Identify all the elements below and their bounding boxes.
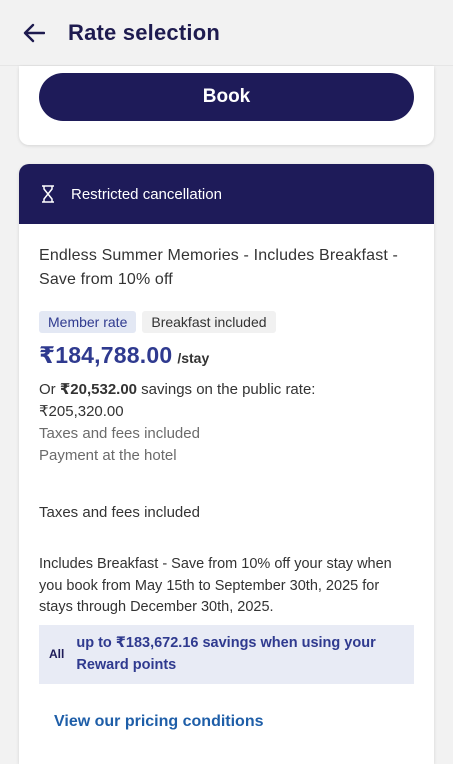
rate-body xyxy=(19,224,434,731)
price-value: ₹184,788.00 xyxy=(39,342,173,368)
offer-description: Includes Breakfast - Save from 10% off your stay when you book from May 15th to September 30th, 2025 for stays through December 30th, 2025. xyxy=(39,556,392,615)
price-unit: /stay xyxy=(177,350,210,366)
savings-amount: ₹20,532.00 xyxy=(59,381,138,398)
back-button[interactable] xyxy=(12,11,56,55)
rate-header xyxy=(19,164,434,224)
reward-savings-banner xyxy=(39,625,414,684)
all-logo-icon: All xyxy=(49,647,65,661)
rate-tags xyxy=(39,311,414,333)
savings-suffix: savings on the public rate: xyxy=(137,381,316,398)
cancellation-policy-label: Restricted cancellation xyxy=(71,185,222,203)
reward-savings-text: up to ₹183,672.16 savings when using your Reward points xyxy=(76,635,376,673)
price-row xyxy=(39,342,414,369)
page-title: Rate selection xyxy=(68,19,220,45)
pricing-conditions-link[interactable]: View our pricing conditions xyxy=(54,712,264,730)
book-button[interactable]: Book xyxy=(39,73,414,121)
hourglass-icon xyxy=(41,185,55,203)
savings-line xyxy=(39,379,414,401)
arrow-left-icon xyxy=(23,23,45,43)
taxes-note-secondary: Taxes and fees included xyxy=(39,504,200,521)
app-bar xyxy=(0,0,453,66)
public-rate: ₹205,320.00 xyxy=(39,403,124,420)
breakfast-included-badge: Breakfast included xyxy=(142,311,275,333)
rate-card xyxy=(19,164,434,764)
member-rate-badge: Member rate xyxy=(39,311,136,333)
taxes-note: Taxes and fees included xyxy=(39,425,200,442)
book-card xyxy=(19,66,434,145)
savings-prefix: Or xyxy=(39,381,60,398)
offer-title: Endless Summer Memories - Includes Breakfast - Save from 10% off xyxy=(39,247,399,288)
payment-note: Payment at the hotel xyxy=(39,447,177,464)
